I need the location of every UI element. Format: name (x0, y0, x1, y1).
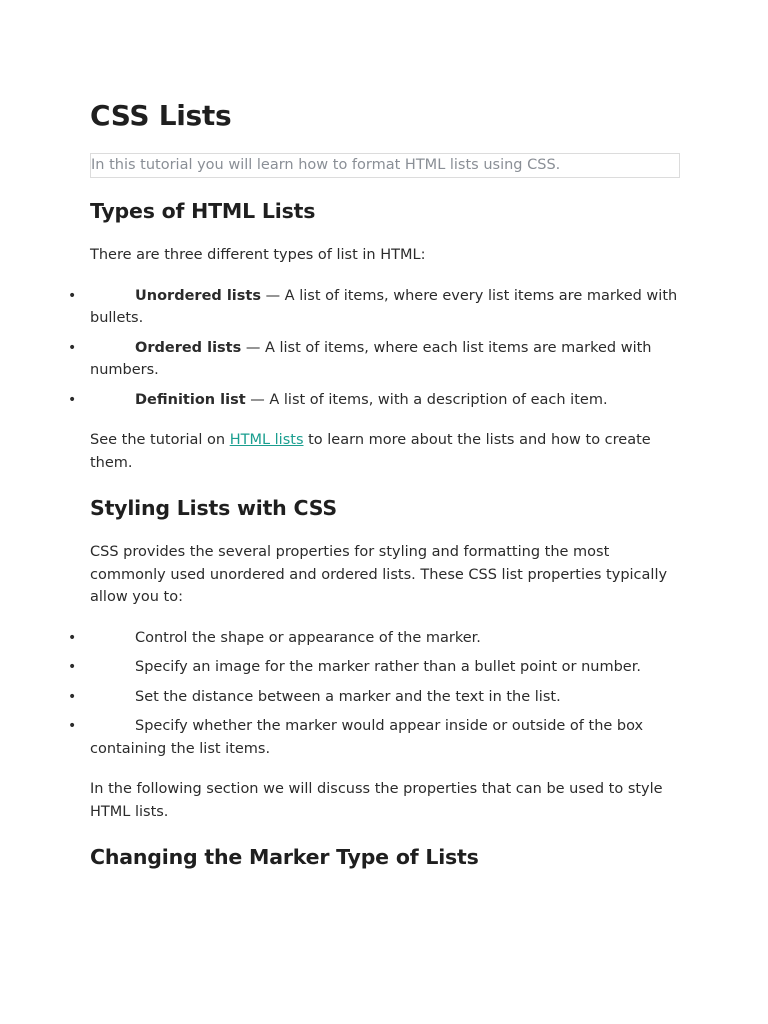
bullet-icon: • (68, 629, 77, 646)
section-heading-types: Types of HTML Lists (90, 199, 316, 223)
styling-outro: In the following section we will discuss the properties that can be used to style HTML lists. (90, 781, 663, 820)
list-item-text: Specify an image for the marker rather than a bullet point or number. (135, 659, 641, 675)
bullet-icon: • (68, 688, 77, 705)
list-item-text: Set the distance between a marker and the text in the list. (135, 688, 561, 705)
list-item (68, 715, 680, 760)
list-item (68, 627, 680, 650)
list-item (68, 285, 680, 330)
bullet-icon: • (68, 339, 77, 356)
list-item (68, 337, 680, 382)
list-item-text: — A list of items, with a description of each item. (245, 391, 608, 408)
list-item-text: Specify whether the marker would appear inside or outside of the box containing the list items. (90, 718, 644, 757)
bullet-icon: • (68, 659, 77, 675)
see-text-before: See the tutorial on (90, 432, 230, 448)
types-list (68, 285, 680, 412)
article-content (68, 96, 680, 871)
see-text-after: to learn more about the lists and how to create them. (90, 432, 651, 471)
styling-lead: CSS provides the several properties for styling and formatting the most commonly used unordered and ordered lists. These CSS list properties typically allow you to: (90, 544, 668, 605)
see-tutorial-paragraph (90, 429, 680, 474)
list-item-term: Ordered lists (135, 339, 242, 356)
list-item (68, 656, 680, 679)
styling-list (68, 627, 680, 761)
bullet-icon: • (68, 391, 77, 408)
page-title: CSS Lists (90, 99, 232, 132)
list-item-text: — A list of items, where every list items are marked with bullets. (90, 287, 678, 326)
list-item (68, 389, 680, 412)
bullet-icon: • (68, 287, 77, 304)
section-heading-styling: Styling Lists with CSS (90, 496, 337, 520)
bullet-icon: • (68, 718, 77, 734)
list-item-term: Unordered lists (135, 287, 261, 304)
list-item-text: — A list of items, where each list items are marked with numbers. (90, 339, 652, 378)
section-heading-marker-type: Changing the Marker Type of Lists (90, 845, 479, 869)
html-lists-link[interactable]: HTML lists (229, 432, 304, 448)
list-item (68, 686, 680, 709)
types-lead: There are three different types of list in HTML: (90, 247, 426, 263)
list-item-text: Control the shape or appearance of the marker. (135, 629, 481, 646)
intro-box: In this tutorial you will learn how to format HTML lists using CSS. (90, 153, 680, 178)
list-item-term: Definition list (135, 391, 246, 408)
